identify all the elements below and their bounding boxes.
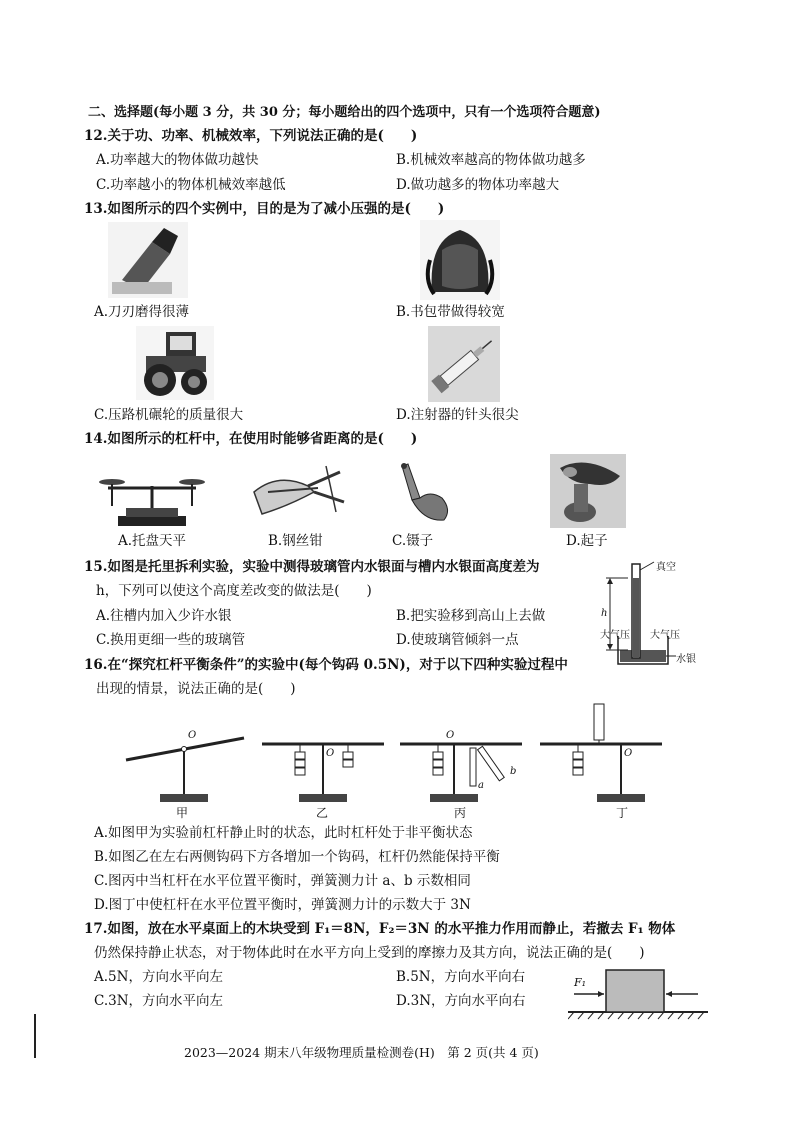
- fig-label-yi: 乙: [316, 806, 329, 820]
- syringe-image: [428, 326, 500, 402]
- mercury-label: 水银: [676, 654, 696, 665]
- lever-o-label-ding: O: [624, 748, 633, 759]
- q15-option-d[interactable]: D.使玻璃管倾斜一点: [396, 632, 519, 648]
- lever-o-label-yi: O: [326, 748, 335, 759]
- knife-image: [108, 222, 188, 298]
- fig-label-jia: 甲: [176, 806, 189, 820]
- section-header: 二、选择题(每小题 3 分，共 30 分；每小题给出的四个选项中，只有一个选项符合题意): [88, 105, 601, 120]
- q15-stem-line2: h，下列可以使这个高度差改变的做法是( ): [96, 583, 372, 599]
- q14-option-c[interactable]: C.镊子: [392, 533, 434, 549]
- q13-stem: 13.如图所示的四个实例中，目的是为了减小压强的是( ): [84, 201, 445, 217]
- atm-right-label: 大气压: [650, 630, 680, 641]
- bottle-opener-image: [550, 454, 626, 528]
- q12-option-b[interactable]: B.机械效率越高的物体做功越多: [396, 152, 586, 168]
- q15-option-c[interactable]: C.换用更细一些的玻璃管: [96, 632, 246, 648]
- q16-option-c[interactable]: C.图丙中当杠杆在水平位置平衡时，弹簧测力计 a、b 示数相同: [94, 873, 471, 889]
- lever-o-label-jia: O: [188, 730, 197, 741]
- q12-option-d[interactable]: D.做功越多的物体功率越大: [396, 177, 560, 193]
- tweezers-image: [394, 460, 456, 528]
- q13-option-b[interactable]: B.书包带做得较宽: [396, 304, 505, 320]
- q17-option-d[interactable]: D.3N，方向水平向右: [396, 993, 526, 1009]
- q16-option-b[interactable]: B.如图乙在左右两侧钩码下方各增加一个钩码，杠杆仍然能保持平衡: [94, 849, 500, 865]
- q17-option-c[interactable]: C.3N，方向水平向左: [94, 993, 224, 1009]
- q14-option-d[interactable]: D.起子: [566, 533, 608, 549]
- pliers-image: [248, 462, 352, 526]
- vacuum-label: 真空: [656, 562, 676, 573]
- lever-figure-yi: [258, 720, 388, 804]
- q13-option-a[interactable]: A.刀刃磨得很薄: [94, 304, 190, 320]
- spring-a-label: a: [478, 780, 484, 791]
- q17-option-b[interactable]: B.5N，方向水平向右: [396, 969, 526, 985]
- q12-stem: 12.关于功、功率、机械效率，下列说法正确的是( ): [84, 128, 418, 144]
- q13-option-c[interactable]: C.压路机碾轮的质量很大: [94, 407, 244, 423]
- q15-option-a[interactable]: A.往槽内加入少许水银: [96, 608, 232, 624]
- fig-label-ding: 丁: [616, 806, 629, 820]
- q12-option-a[interactable]: A.功率越大的物体做功越快: [96, 152, 259, 168]
- q16-stem-line1: 16.在“探究杠杆平衡条件”的实验中(每个钩码 0.5N)，对于以下四种实验过程中: [84, 657, 568, 673]
- lever-figure-jia: [120, 720, 250, 804]
- q16-option-a[interactable]: A.如图甲为实验前杠杆静止时的状态，此时杠杆处于非平衡状态: [94, 825, 473, 841]
- block-forces-diagram: [568, 962, 708, 1020]
- q17-stem-line2: 仍然保持静止状态，对于物体此时在水平方向上受到的摩擦力及其方向，说法正确的是( ): [94, 945, 645, 961]
- fig-label-bing: 丙: [454, 806, 467, 820]
- lever-o-label-bing: O: [446, 730, 455, 741]
- q14-option-b[interactable]: B.钢丝钳: [268, 533, 323, 549]
- backpack-image: [420, 220, 500, 300]
- q13-option-d[interactable]: D.注射器的针头很尖: [396, 407, 519, 423]
- q16-option-d[interactable]: D.图丁中使杠杆在水平位置平衡时，弹簧测力计的示数大于 3N: [94, 897, 471, 913]
- atm-left-label: 大气压: [600, 630, 630, 641]
- q16-stem-line2: 出现的情景，说法正确的是( ): [96, 681, 296, 697]
- lever-figure-ding: [536, 700, 666, 804]
- q14-option-a[interactable]: A.托盘天平: [118, 533, 187, 549]
- q14-stem: 14.如图所示的杠杆中，在使用时能够省距离的是( ): [84, 431, 418, 447]
- q15-option-b[interactable]: B.把实验移到高山上去做: [396, 608, 546, 624]
- q12-option-c[interactable]: C.功率越小的物体机械效率越低: [96, 177, 286, 193]
- margin-line: [34, 1014, 36, 1058]
- h-label: h: [601, 608, 608, 619]
- spring-b-label: b: [510, 766, 517, 777]
- balance-scale-image: [98, 466, 206, 528]
- q17-option-a[interactable]: A.5N，方向水平向左: [94, 969, 223, 985]
- road-roller-image: [136, 326, 214, 400]
- q15-stem-line1: 15.如图是托里拆利实验，实验中测得玻璃管内水银面与槽内水银面高度差为: [84, 559, 540, 575]
- page-footer: 2023—2024 期末八年级物理质量检测卷(H) 第 2 页(共 4 页): [184, 1045, 539, 1060]
- q17-stem-line1: 17.如图，放在水平桌面上的木块受到 F₁＝8N，F₂＝3N 的水平推力作用而静止，若撤去 F₁ 物体: [84, 921, 676, 937]
- lever-figure-bing: [396, 720, 526, 804]
- f1-label: F₁: [574, 976, 587, 989]
